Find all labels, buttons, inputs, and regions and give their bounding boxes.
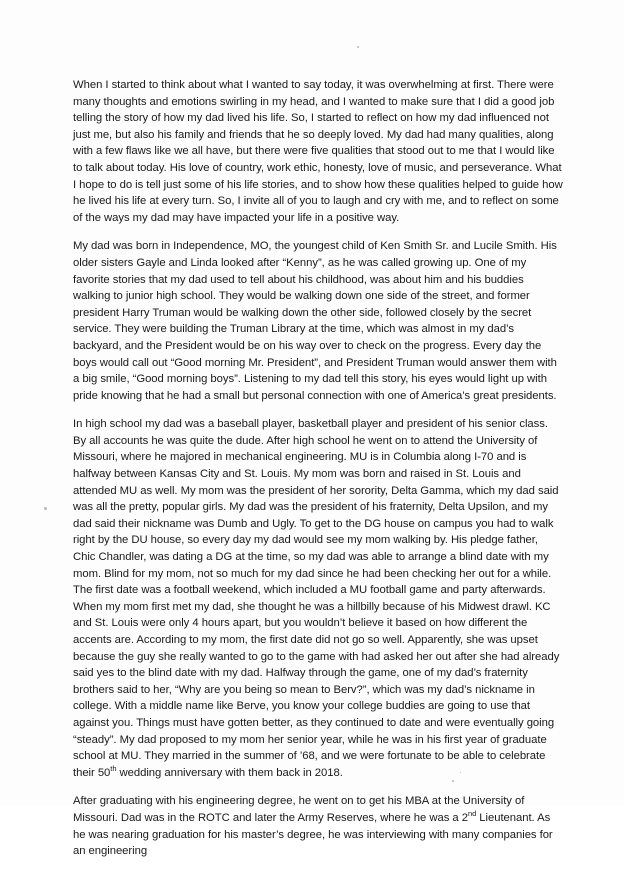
paragraph-graduation-end: Lieutenant. As he was nearing graduation for his master’s degree, he was interviewing with many companies for an engineering xyxy=(73,811,553,858)
paragraph-intro: When I started to think about what I wanted to say today, it was overwhelming at first. There were many thoughts and emotions swirling in my head, and I wanted to make sure that I did a good job telling the story of how my dad lived his life. So, I started to reflect on how my dad influenced not just me, but also his family and friends that he so deeply loved. My dad had many qualities, along with a few flaws like we all have, but there were five qualities that stood out to me that I would like to talk about today. His love of country, work ethic, honesty, love of music, and perseverance. What I hope to do is tell just some of his life stories, and to show how these qualities helped to guide how he lived his life at every turn. So, I invite all of you to laugh and cry with me, and to reflect on some of the ways my dad may have impacted your life in a positive way. xyxy=(73,79,563,224)
paragraph-graduation-text: After graduating with his engineering degree, he went on to get his MBA at the University of Missouri. Dad was in the ROTC and later the Army Reserves, where he was a 2 xyxy=(73,795,525,824)
ordinal-suffix: nd xyxy=(467,809,477,819)
document-body xyxy=(73,77,563,872)
paragraph-graduation xyxy=(73,793,563,859)
paragraph-college xyxy=(73,416,563,781)
ordinal-suffix: th xyxy=(110,763,117,773)
paragraph-childhood: My dad was born in Independence, MO, the youngest child of Ken Smith Sr. and Lucile Smith. His older sisters Gayle and Linda looked after “Kenny”, as he was called growing up. One of my favorite stories that my dad used to tell about his childhood, was about him and his buddies walking to junior high school. They would be walking down one side of the street, and former president Harry Truman would be walking down the other side, followed closely by the secret service. They were building the Truman Library at the time, which was almost in my dad’s backyard, and the President would be on his way over to check on the progress. Every day the boys would call out “Good morning Mr. President”, and President Truman would answer them with a big smile, “Good morning boys”. Listening to my dad tell this story, his eyes would light up with pride knowing that he had a small but personal connection with one of America’s great presidents. xyxy=(73,240,557,402)
paragraph-college-text: In high school my dad was a baseball player, basketball player and president of his senior class. By all accounts he was quite the dude. After high school he went on to attend the University of Missouri, where he majored in mechanical engineering. MU is in Columbia along I-70 and is halfway between Kansas City and St. Louis. My mom was born and raised in St. Louis and attended MU as well. My mom was the president of her sorority, Delta Gamma, which my dad said was all the pretty, popular girls. My dad was the president of his fraternity, Delta Upsilon, and my dad said their nickname was Dumb and Ugly. To get to the DG house on campus you had to walk right by the DU house, so every day my dad would see my mom walking by. His pledge father, Chic Chandler, was dating a DG at the time, so my dad was able to arrange a blind date with my mom. Blind for my mom, not so much for my dad since he had been checking her out for a while. The first date was a football weekend, which included a MU football game and party afterwards. When my mom first met my dad, she thought he was a hillbilly because of his Midwest drawl. KC and St. Louis were only 4 hours apart, but you wouldn’t believe it based on how different the accents are. According to my mom, the first date did not go so well. Apparently, she was upset because the guy she really wanted to go to the game with had asked her out after she had already said yes to the blind date with my dad. Halfway through the game, one of my dad’s fraternity brothers said to her, “Why are you being so mean to Berv?”, which was my dad’s nickname in college. With a middle name like Berve, you know your college buddies are going to use that against you. Things must have gotten better, as they continued to date and were eventually going “steady”. My dad proposed to my mom her senior year, while he was in his first year of graduate school at MU. They married in the summer of ’68, and we were fortunate to be able to celebrate their 50 xyxy=(73,418,560,779)
paragraph-college-end: wedding anniversary with them back in 2018. xyxy=(116,766,343,779)
scan-speck xyxy=(357,46,359,48)
scan-speck xyxy=(44,507,47,510)
